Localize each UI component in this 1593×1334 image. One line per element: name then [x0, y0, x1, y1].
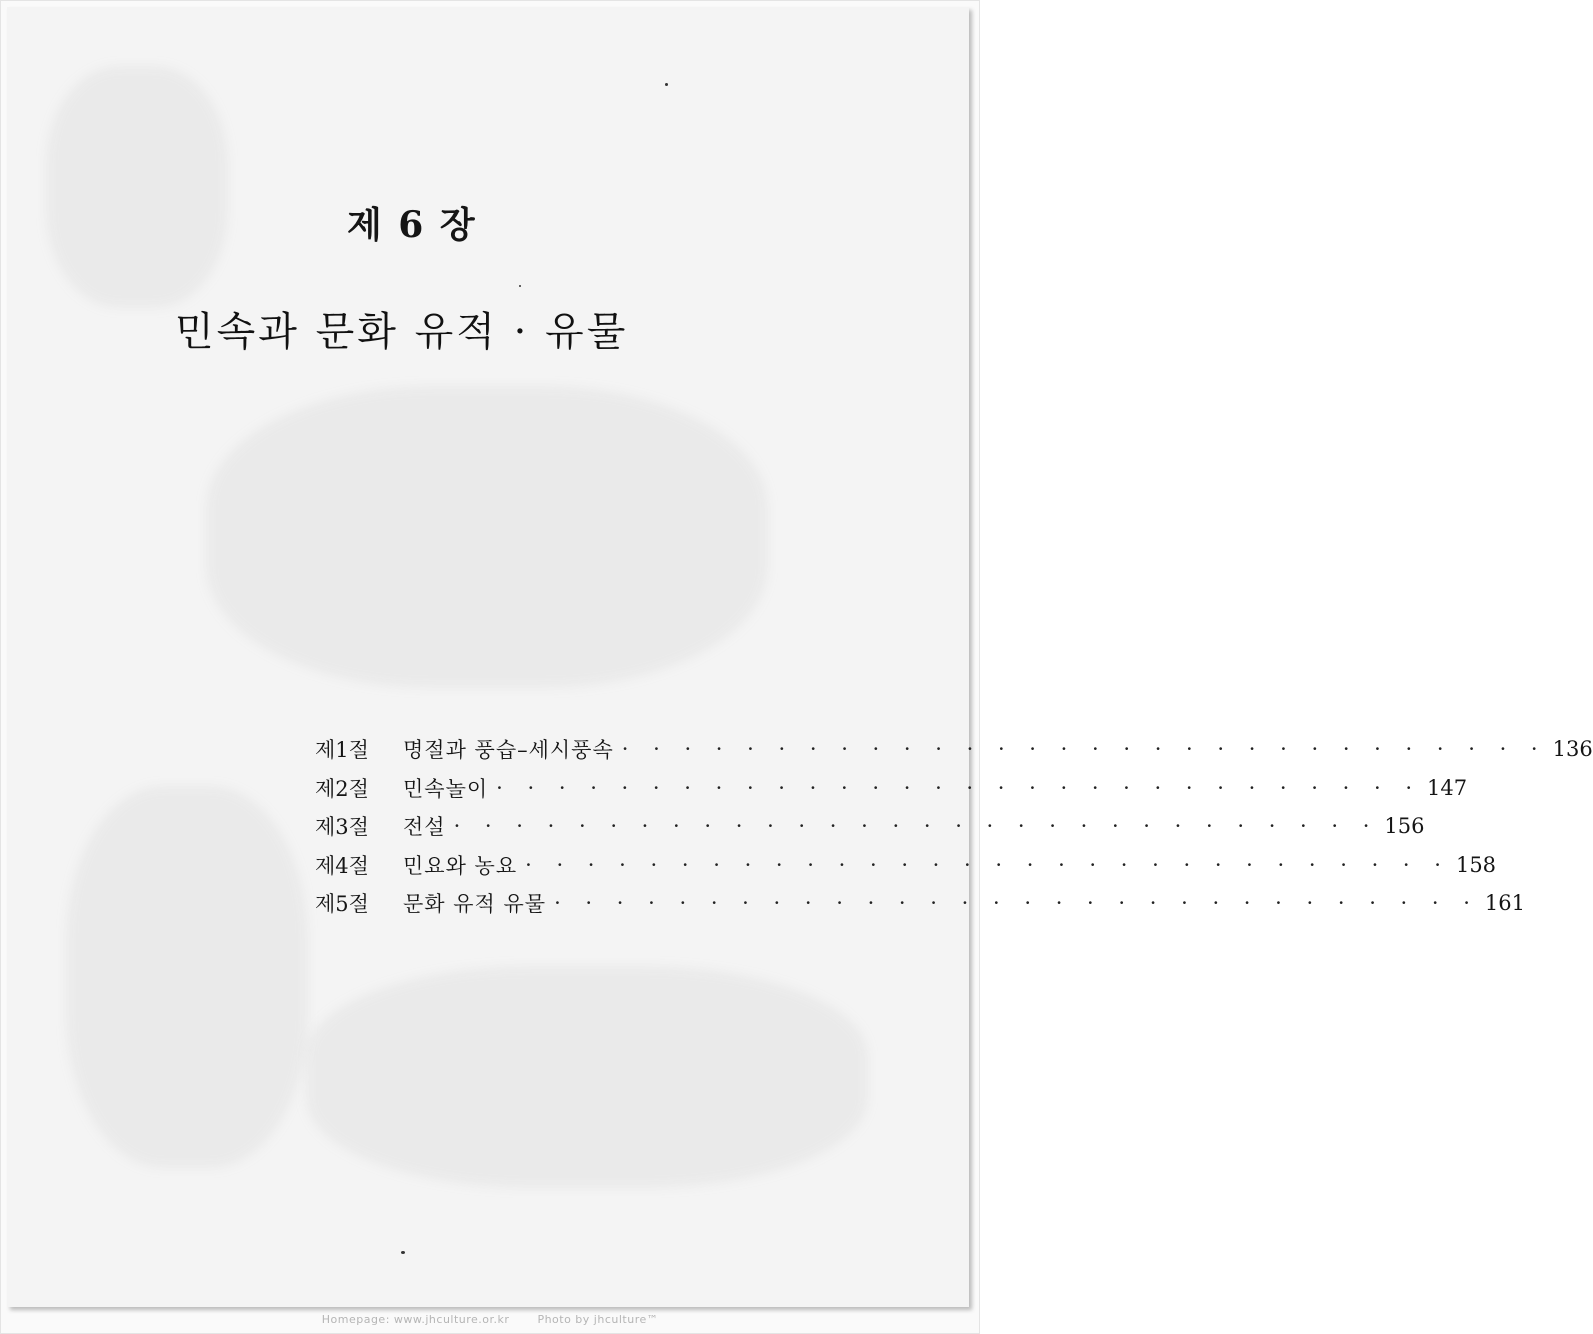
toc-leader-dots: · · · · · · · · · · · · · · · · · · · · · · · · · · · · · ·: [496, 775, 1421, 800]
toc-row: [315, 730, 1593, 769]
toc-section-number: 제1절: [315, 738, 369, 763]
toc-row: [315, 769, 1468, 808]
scan-shadow: [47, 67, 227, 307]
scan-shadow: [207, 387, 767, 687]
toc-section-number: 제2절: [315, 776, 369, 801]
toc-page-number: 147: [1427, 775, 1468, 800]
scan-shadow: [307, 967, 867, 1187]
toc-page-number: 161: [1484, 891, 1526, 916]
toc-section-title: 전설: [403, 815, 446, 840]
table-of-contents: [315, 730, 1593, 923]
toc-row: [315, 884, 1526, 923]
toc-page-number: 156: [1384, 814, 1425, 839]
toc-leader-dots: · · · · · · · · · · · · · · · · · · · · · · · · · · · · · ·: [621, 737, 1547, 762]
image-credit-footer: [0, 1313, 980, 1326]
chapter-title: 민속과 문화 유적 · 유물: [175, 309, 629, 355]
chapter-label: 제 6 장: [347, 204, 477, 246]
toc-section-title: 명절과 풍습–세시풍속: [403, 738, 614, 763]
scan-speck: [665, 83, 668, 86]
toc-section-title: 민요와 농요: [403, 853, 518, 878]
homepage-credit: Homepage: www.jhculture.or.kr: [321, 1313, 510, 1326]
toc-page-number: 158: [1455, 852, 1497, 877]
scan-speck: [401, 1251, 405, 1254]
scanned-page: [7, 7, 1593, 1307]
toc-section-title: 민속놀이: [403, 776, 489, 801]
toc-section-number: 제3절: [315, 815, 369, 840]
toc-leader-dots: · · · · · · · · · · · · · · · · · · · · · · · · · · · · · ·: [554, 891, 1479, 916]
toc-section-number: 제5절: [315, 892, 369, 917]
toc-section-title: 문화 유적 유물: [403, 892, 547, 917]
toc-row: [315, 846, 1497, 885]
toc-page-number: 136: [1552, 737, 1593, 762]
scan-shadow: [67, 787, 307, 1167]
toc-section-number: 제4절: [315, 853, 369, 878]
toc-leader-dots: · · · · · · · · · · · · · · · · · · · · · · · · · · · · · ·: [453, 814, 1379, 839]
toc-leader-dots: · · · · · · · · · · · · · · · · · · · · · · · · · · · · · ·: [525, 852, 1450, 877]
toc-row: [315, 807, 1425, 846]
photo-credit: Photo by jhculture™: [537, 1313, 659, 1326]
scan-speck: [519, 285, 521, 287]
